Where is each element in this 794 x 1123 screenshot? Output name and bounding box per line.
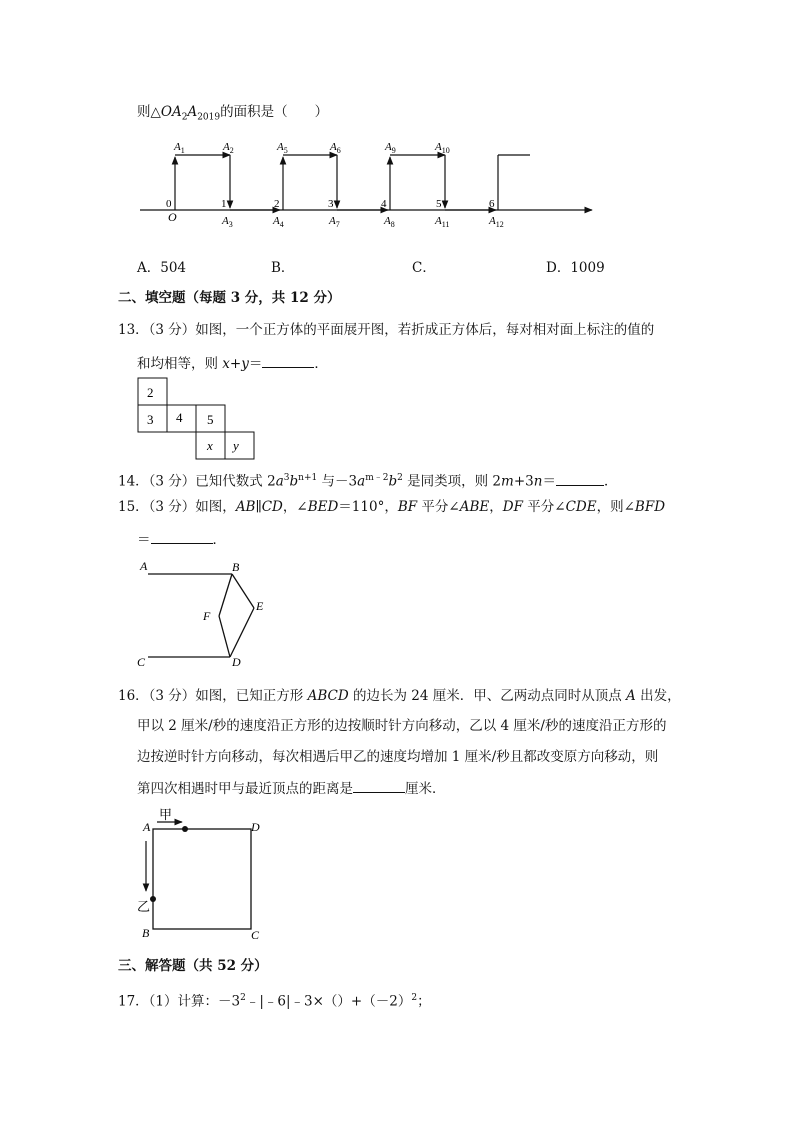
q14-m6: n xyxy=(533,473,543,490)
q16-line4 xyxy=(137,778,446,799)
q12-stem-suffix: 的面积是（ ） xyxy=(220,104,329,120)
q15-b: ，∠ xyxy=(282,499,308,515)
q16-l4a: 第四次相遇时甲与最近顶点的距离是 xyxy=(137,781,353,797)
q15-m2: BED xyxy=(307,499,339,515)
q13-line2-a: 和均相等，则 xyxy=(137,356,223,372)
q16-l1m: ABCD xyxy=(307,688,349,704)
q14-answer-blank xyxy=(556,471,604,486)
q16-l1m2: A xyxy=(626,688,636,704)
q13-line2-b: ＝ xyxy=(248,356,263,372)
q14-a: 14．（3 分）已知代数式 2 xyxy=(118,473,276,490)
q12-stem-a: A xyxy=(187,104,198,120)
svg-text:5: 5 xyxy=(207,412,214,427)
q15-figure xyxy=(132,556,282,671)
q14-e: ＝ xyxy=(542,473,556,490)
q12-top-labels xyxy=(173,141,450,155)
q15-f: 平分∠ xyxy=(522,499,566,515)
svg-text:A10: $A_{10}$ xyxy=(435,141,450,155)
q15-d: 平分∠ xyxy=(417,499,460,515)
q15-m4: ABE xyxy=(459,499,490,515)
q15-seg-fd xyxy=(219,616,230,657)
svg-text:y: y xyxy=(233,438,239,453)
svg-text:甲: 甲 xyxy=(159,807,173,822)
svg-text:A12: $A_{12}$ xyxy=(489,215,504,229)
q13-line2-end: ． xyxy=(314,356,328,372)
q15-seg-bf xyxy=(219,574,232,616)
svg-text:3: 3 xyxy=(328,198,334,210)
q16-figure xyxy=(132,806,272,944)
q16-l1c: 出发， xyxy=(635,688,681,704)
q13-answer-blank xyxy=(262,353,314,368)
q14-m4: b xyxy=(388,473,398,490)
q14-stem xyxy=(118,468,617,492)
q16-l1a: 16．（3 分）如图，已知正方形 xyxy=(118,688,308,704)
q15-m6: CDE xyxy=(565,499,597,515)
q15-e: ， xyxy=(489,499,503,515)
q15-g: ，则∠ xyxy=(596,499,635,515)
svg-text:A: A xyxy=(140,559,148,573)
svg-text:D: D xyxy=(251,820,260,834)
q12-option-b: B． xyxy=(271,260,295,276)
q17-stem xyxy=(118,988,431,1012)
svg-text:C: C xyxy=(137,655,146,669)
q14-s4: 2 xyxy=(397,473,403,483)
q13-cube-net xyxy=(137,377,259,463)
q12-option-a: A．504 xyxy=(137,260,187,276)
q16-point-jia xyxy=(182,826,188,832)
q15-seg-be xyxy=(232,574,254,608)
q12-stem-math: OA xyxy=(160,104,182,120)
q15-seg-ed xyxy=(230,608,254,657)
svg-text:C: C xyxy=(251,928,260,942)
svg-text:A11: $A_{11}$ xyxy=(435,215,450,229)
q12-option-c: C． xyxy=(412,260,436,276)
q15-a: 15．（3 分）如图， xyxy=(118,499,236,515)
q16-point-yi xyxy=(150,896,156,902)
svg-text:A8: $A_8$ xyxy=(384,215,395,229)
svg-text:1: 1 xyxy=(221,198,227,210)
svg-text:x: x xyxy=(207,438,213,453)
svg-text:A6: $A_6$ xyxy=(330,141,341,155)
q14-m5: m xyxy=(501,473,514,490)
q14-m1: a xyxy=(275,473,284,490)
q14-end: ． xyxy=(603,473,618,490)
q16-square xyxy=(153,829,251,929)
q17-c: ； xyxy=(417,993,431,1010)
q16-line2: 甲以 2 厘米/秒的速度沿正方形的边按顺时针方向移动，乙以 4 厘米/秒的速度沿正方形的 xyxy=(137,718,667,734)
svg-text:D: D xyxy=(232,655,241,669)
svg-text:4: 4 xyxy=(176,410,183,425)
q12-stem-sub2: 2019 xyxy=(197,112,221,123)
q14-d: +3 xyxy=(513,473,534,490)
q15-line2 xyxy=(137,529,226,550)
section3-heading: 三、解答题（共 52 分） xyxy=(118,958,268,974)
q12-stem xyxy=(137,102,328,128)
q14-m3: a xyxy=(357,473,366,490)
svg-text:0: 0 xyxy=(166,198,172,210)
svg-text:A9: $A_9$ xyxy=(385,141,396,155)
q14-s2: n+1 xyxy=(298,473,318,483)
q17-a: 17．（1）计算：－3 xyxy=(118,993,241,1010)
svg-text:A1: $A_1$ xyxy=(174,141,185,155)
svg-text:E: E xyxy=(256,599,264,613)
q12-path xyxy=(175,155,530,210)
svg-text:F: F xyxy=(203,609,211,623)
q13-line1: 13．（3 分）如图，一个正方体的平面展开图，若折成正方体后，每对相对面上标注的值的 xyxy=(118,322,655,338)
q13-cell-y xyxy=(225,432,254,459)
q16-line3: 边按逆时针方向移动，每次相遇后甲乙的速度均增加 1 厘米/秒且都改变原方向移动，则 xyxy=(137,749,659,765)
q16-l1b: 的边长为 24 厘米．甲、乙两动点同时从顶点 xyxy=(348,688,627,704)
q12-option-d: D．1009 xyxy=(546,260,605,276)
q12-bottom-labels xyxy=(221,215,504,229)
q15-line2-end: ． xyxy=(212,532,226,548)
q16-line1 xyxy=(118,686,681,706)
q14-m2: b xyxy=(289,473,299,490)
q15-m1: AB∥CD xyxy=(235,499,283,515)
q16-answer-blank xyxy=(353,778,405,793)
q12-stem-sub1: 2 xyxy=(181,112,188,123)
svg-text:A4: $A_4$ xyxy=(273,215,284,229)
q15-line2-eq: ＝ xyxy=(137,532,151,548)
svg-text:2: 2 xyxy=(147,385,154,400)
svg-text:A5: $A_5$ xyxy=(277,141,288,155)
q15-m5: DF xyxy=(502,499,523,515)
section2-heading: 二、填空题（每题 3 分，共 12 分） xyxy=(118,290,341,306)
q13-line2-math: x+y xyxy=(222,356,249,372)
svg-text:5: 5 xyxy=(436,198,442,210)
q15-c: ＝110°， xyxy=(338,499,398,515)
svg-text:A3: $A_3$ xyxy=(222,215,233,229)
q16-l4b: 厘米． xyxy=(405,781,446,797)
svg-text:A2: $A_2$ xyxy=(223,141,234,155)
q17-s1: 2 xyxy=(240,993,246,1003)
q17-b: ﹣|﹣6|﹣3×（）+（－2） xyxy=(245,993,412,1010)
svg-text:乙: 乙 xyxy=(137,899,151,914)
svg-text:6: 6 xyxy=(489,198,495,210)
svg-text:A7: $A_7$ xyxy=(329,215,340,229)
q12-stem-prefix: 则△ xyxy=(137,104,161,120)
q13-line2 xyxy=(137,353,328,374)
svg-text:3: 3 xyxy=(147,412,154,427)
q12-figure xyxy=(130,135,600,235)
svg-text:B: B xyxy=(142,926,150,940)
q15-line1 xyxy=(118,497,665,517)
q15-m3: BF xyxy=(397,499,418,515)
svg-text:2: 2 xyxy=(274,198,280,210)
q14-b: 与－3 xyxy=(317,473,358,490)
svg-text:A: A xyxy=(143,820,151,834)
svg-text:B: B xyxy=(232,560,240,574)
q14-s1: 3 xyxy=(283,473,290,483)
q17-s2: 2 xyxy=(411,993,418,1003)
svg-text:O: O xyxy=(168,210,177,224)
svg-text:4: 4 xyxy=(381,198,387,210)
q14-c: 是同类项，则 2 xyxy=(402,473,502,490)
q15-m7: BFD xyxy=(634,499,666,515)
q14-s3: m﹣2 xyxy=(365,473,389,483)
q15-answer-blank xyxy=(151,529,213,544)
